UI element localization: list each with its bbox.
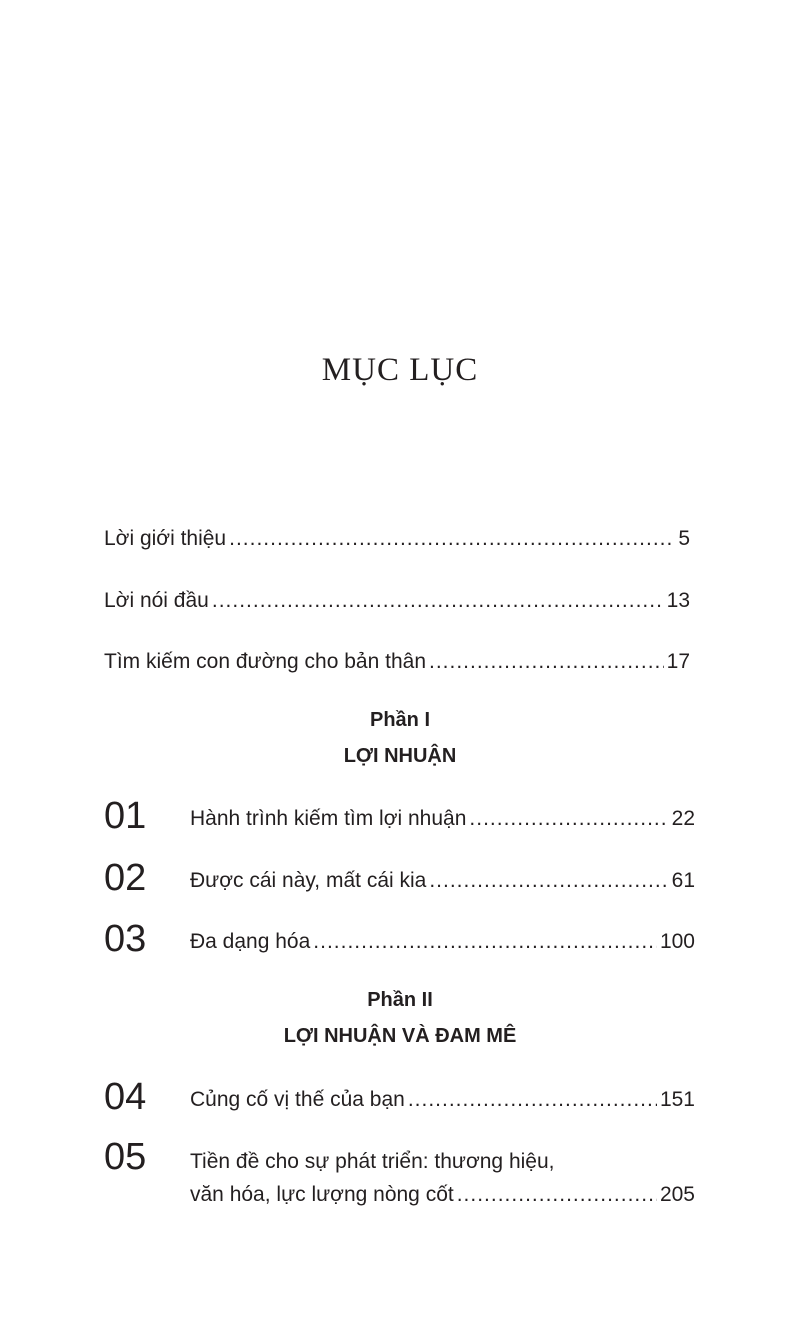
toc-entry[interactable] bbox=[190, 929, 695, 955]
dot-leader bbox=[313, 929, 657, 955]
dot-leader bbox=[469, 806, 668, 832]
toc-entry-title: Lời nói đầu bbox=[104, 589, 209, 612]
dot-leader bbox=[212, 588, 664, 614]
dot-leader bbox=[457, 1182, 657, 1208]
toc-entry-title-line2: văn hóa, lực lượng nòng cốt bbox=[190, 1183, 454, 1206]
dot-leader bbox=[429, 868, 668, 894]
page-title: MỤC LỤC bbox=[321, 352, 479, 388]
toc-entry-title: Củng cố vị thế của bạn bbox=[190, 1088, 405, 1111]
toc-entry-page: 151 bbox=[659, 1088, 695, 1111]
toc-entry-page: 205 bbox=[659, 1183, 695, 1206]
part-title: LỢI NHUẬN VÀ ĐAM MÊ bbox=[283, 1025, 517, 1047]
chapter-number: 05 bbox=[104, 1136, 147, 1178]
toc-entry[interactable] bbox=[190, 806, 695, 832]
toc-entry-page: 61 bbox=[671, 869, 695, 892]
toc-entry-title-line1[interactable]: Tiền đề cho sự phát triển: thương hiệu, bbox=[190, 1150, 555, 1173]
toc-entry-page: 17 bbox=[666, 650, 690, 673]
part-label: Phần II bbox=[367, 989, 433, 1011]
chapter-number: 03 bbox=[104, 918, 147, 960]
toc-entry[interactable] bbox=[190, 1087, 695, 1113]
chapter-number: 02 bbox=[104, 857, 147, 899]
part-title: LỢI NHUẬN bbox=[343, 745, 457, 767]
toc-entry[interactable] bbox=[104, 526, 690, 552]
chapter-number: 01 bbox=[104, 795, 147, 837]
chapter-number: 04 bbox=[104, 1076, 147, 1118]
toc-entry-page: 100 bbox=[659, 930, 695, 953]
toc-entry-page: 22 bbox=[671, 807, 695, 830]
toc-entry-page: 5 bbox=[678, 527, 690, 550]
part-label: Phần I bbox=[369, 709, 430, 731]
toc-entry-title: Lời giới thiệu bbox=[104, 527, 227, 550]
toc-entry[interactable] bbox=[190, 868, 695, 894]
dot-leader bbox=[229, 526, 675, 552]
dot-leader bbox=[429, 649, 664, 675]
toc-entry[interactable] bbox=[104, 649, 690, 675]
toc-entry-title: Hành trình kiếm tìm lợi nhuận bbox=[190, 807, 467, 830]
toc-entry[interactable] bbox=[190, 1182, 695, 1208]
dot-leader bbox=[408, 1087, 657, 1113]
toc-entry[interactable] bbox=[104, 588, 690, 614]
toc-entry-page: 13 bbox=[666, 589, 690, 612]
toc-entry-title: Đa dạng hóa bbox=[190, 930, 311, 953]
toc-entry-title: Được cái này, mất cái kia bbox=[190, 869, 427, 892]
toc-entry-title: Tìm kiếm con đường cho bản thân bbox=[104, 650, 426, 673]
